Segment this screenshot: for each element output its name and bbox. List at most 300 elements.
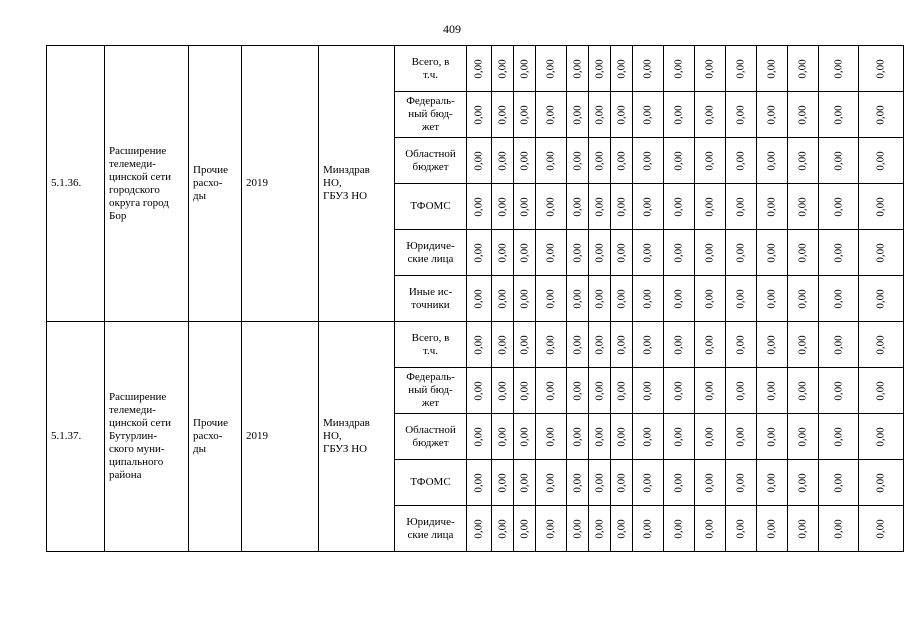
amount-value: 0,00 — [765, 196, 778, 217]
amount-value: 0,00 — [615, 58, 627, 79]
amount-value: 0,00 — [615, 288, 627, 309]
amount-value: 0,00 — [874, 58, 887, 79]
amount-cell — [819, 46, 859, 92]
amount-value: 0,00 — [615, 426, 627, 447]
amount-value: 0,00 — [518, 196, 530, 217]
funding-source-label: Юридиче- ские лица — [395, 230, 467, 276]
amount-value: 0,00 — [832, 518, 844, 539]
amount-value: 0,00 — [593, 380, 605, 401]
amount-value: 0,00 — [518, 104, 530, 125]
amount-value: 0,00 — [734, 196, 747, 217]
amount-value: 0,00 — [703, 288, 716, 309]
amount-cell — [611, 138, 633, 184]
amount-value: 0,00 — [544, 104, 557, 125]
amount-value: 0,00 — [518, 288, 530, 309]
amount-cell — [664, 92, 695, 138]
amount-cell — [536, 46, 567, 92]
amount-cell — [664, 460, 695, 506]
amount-value: 0,00 — [472, 380, 485, 401]
amount-cell — [859, 414, 904, 460]
table-body — [47, 46, 904, 552]
amount-value: 0,00 — [544, 518, 557, 539]
amount-cell — [788, 414, 819, 460]
amount-value: 0,00 — [641, 426, 654, 447]
amount-value: 0,00 — [472, 426, 485, 447]
amount-cell — [514, 230, 536, 276]
amount-cell — [536, 506, 567, 552]
amount-value: 0,00 — [472, 334, 485, 355]
amount-value: 0,00 — [641, 242, 654, 263]
amount-cell — [492, 460, 514, 506]
amount-value: 0,00 — [734, 472, 747, 493]
amount-cell — [726, 276, 757, 322]
amount-cell — [819, 506, 859, 552]
amount-cell — [695, 46, 726, 92]
amount-cell — [467, 460, 492, 506]
amount-value: 0,00 — [571, 150, 583, 171]
amount-cell — [859, 276, 904, 322]
amount-value: 0,00 — [496, 58, 508, 79]
amount-value: 0,00 — [672, 334, 685, 355]
amount-value: 0,00 — [593, 472, 605, 493]
amount-value: 0,00 — [518, 380, 530, 401]
amount-cell — [589, 414, 611, 460]
amount-value: 0,00 — [615, 150, 627, 171]
amount-cell — [859, 138, 904, 184]
amount-cell — [611, 230, 633, 276]
amount-value: 0,00 — [672, 104, 685, 125]
funding-source-label: ТФОМС — [395, 460, 467, 506]
amount-value: 0,00 — [734, 58, 747, 79]
amount-cell — [567, 92, 589, 138]
amount-cell — [467, 184, 492, 230]
amount-value: 0,00 — [544, 196, 557, 217]
amount-value: 0,00 — [672, 242, 685, 263]
amount-value: 0,00 — [874, 150, 887, 171]
amount-value: 0,00 — [874, 288, 887, 309]
amount-value: 0,00 — [496, 334, 508, 355]
amount-value: 0,00 — [874, 518, 887, 539]
amount-value: 0,00 — [593, 334, 605, 355]
amount-value: 0,00 — [765, 288, 778, 309]
amount-value: 0,00 — [874, 196, 887, 217]
page-number: 409 — [443, 22, 461, 36]
amount-value: 0,00 — [571, 196, 583, 217]
amount-cell — [611, 184, 633, 230]
amount-value: 0,00 — [544, 472, 557, 493]
amount-value: 0,00 — [472, 242, 485, 263]
amount-cell — [567, 138, 589, 184]
amount-cell — [664, 414, 695, 460]
amount-value: 0,00 — [544, 288, 557, 309]
amount-cell — [819, 368, 859, 414]
amount-value: 0,00 — [593, 104, 605, 125]
amount-cell — [726, 414, 757, 460]
amount-cell — [589, 460, 611, 506]
amount-cell — [467, 46, 492, 92]
amount-value: 0,00 — [615, 196, 627, 217]
amount-value: 0,00 — [703, 472, 716, 493]
amount-value: 0,00 — [544, 334, 557, 355]
amount-value: 0,00 — [832, 380, 844, 401]
amount-value: 0,00 — [874, 472, 887, 493]
amount-cell — [514, 368, 536, 414]
amount-cell — [589, 230, 611, 276]
measure-name: Расширение телемеди- цинской сети Бутурлин- ского муни- ципального района — [105, 322, 189, 552]
amount-cell — [664, 276, 695, 322]
amount-cell — [589, 276, 611, 322]
amount-value: 0,00 — [641, 288, 654, 309]
amount-cell — [611, 414, 633, 460]
amount-value: 0,00 — [472, 518, 485, 539]
amount-cell — [695, 184, 726, 230]
year-cell: 2019 — [242, 46, 319, 322]
amount-cell — [695, 460, 726, 506]
amount-value: 0,00 — [593, 58, 605, 79]
amount-value: 0,00 — [765, 380, 778, 401]
amount-value: 0,00 — [496, 518, 508, 539]
amount-cell — [567, 368, 589, 414]
amount-value: 0,00 — [593, 518, 605, 539]
amount-cell — [492, 506, 514, 552]
amount-cell — [514, 184, 536, 230]
amount-value: 0,00 — [796, 472, 809, 493]
amount-cell — [788, 276, 819, 322]
amount-cell — [788, 92, 819, 138]
amount-cell — [514, 506, 536, 552]
amount-value: 0,00 — [734, 288, 747, 309]
amount-value: 0,00 — [703, 380, 716, 401]
amount-cell — [819, 276, 859, 322]
amount-value: 0,00 — [518, 518, 530, 539]
amount-cell — [492, 414, 514, 460]
amount-cell — [726, 506, 757, 552]
amount-cell — [695, 322, 726, 368]
amount-value: 0,00 — [832, 196, 844, 217]
amount-cell — [664, 506, 695, 552]
funding-source-label: Областной бюджет — [395, 138, 467, 184]
amount-value: 0,00 — [496, 472, 508, 493]
amount-cell — [536, 92, 567, 138]
amount-cell — [514, 92, 536, 138]
amount-cell — [726, 368, 757, 414]
amount-value: 0,00 — [615, 518, 627, 539]
amount-cell — [788, 184, 819, 230]
amount-cell — [589, 92, 611, 138]
amount-cell — [536, 414, 567, 460]
amount-value: 0,00 — [796, 334, 809, 355]
amount-cell — [757, 138, 788, 184]
amount-cell — [859, 184, 904, 230]
amount-cell — [467, 230, 492, 276]
amount-value: 0,00 — [765, 334, 778, 355]
amount-cell — [819, 322, 859, 368]
amount-cell — [819, 138, 859, 184]
amount-cell — [467, 506, 492, 552]
amount-value: 0,00 — [641, 518, 654, 539]
amount-cell — [492, 230, 514, 276]
amount-value: 0,00 — [765, 242, 778, 263]
amount-value: 0,00 — [615, 380, 627, 401]
amount-value: 0,00 — [518, 58, 530, 79]
amount-value: 0,00 — [571, 380, 583, 401]
amount-cell — [492, 92, 514, 138]
amount-value: 0,00 — [703, 242, 716, 263]
amount-value: 0,00 — [832, 472, 844, 493]
amount-value: 0,00 — [734, 150, 747, 171]
amount-cell — [788, 506, 819, 552]
amount-value: 0,00 — [518, 426, 530, 447]
amount-cell — [467, 322, 492, 368]
amount-value: 0,00 — [472, 196, 485, 217]
amount-value: 0,00 — [734, 104, 747, 125]
funding-source-label: Иные ис- точники — [395, 276, 467, 322]
amount-value: 0,00 — [672, 196, 685, 217]
executor-cell: Минздрав НО, ГБУЗ НО — [319, 46, 395, 322]
year-cell: 2019 — [242, 322, 319, 552]
amount-cell — [726, 138, 757, 184]
amount-value: 0,00 — [615, 242, 627, 263]
amount-value: 0,00 — [544, 380, 557, 401]
amount-value: 0,00 — [496, 242, 508, 263]
amount-cell — [695, 506, 726, 552]
amount-value: 0,00 — [593, 150, 605, 171]
amount-value: 0,00 — [472, 58, 485, 79]
amount-cell — [492, 46, 514, 92]
amount-cell — [664, 322, 695, 368]
amount-value: 0,00 — [765, 426, 778, 447]
amount-cell — [536, 460, 567, 506]
amount-cell — [567, 276, 589, 322]
amount-value: 0,00 — [571, 288, 583, 309]
amount-value: 0,00 — [796, 58, 809, 79]
amount-cell — [589, 506, 611, 552]
amount-value: 0,00 — [672, 288, 685, 309]
amount-value: 0,00 — [832, 334, 844, 355]
amount-value: 0,00 — [765, 104, 778, 125]
amount-cell — [589, 368, 611, 414]
amount-value: 0,00 — [571, 58, 583, 79]
amount-value: 0,00 — [571, 472, 583, 493]
amount-value: 0,00 — [472, 104, 485, 125]
amount-value: 0,00 — [874, 426, 887, 447]
amount-value: 0,00 — [641, 58, 654, 79]
amount-cell — [589, 138, 611, 184]
amount-value: 0,00 — [672, 150, 685, 171]
amount-value: 0,00 — [672, 472, 685, 493]
amount-value: 0,00 — [796, 380, 809, 401]
amount-cell — [788, 138, 819, 184]
amount-value: 0,00 — [703, 150, 716, 171]
amount-cell — [633, 368, 664, 414]
amount-value: 0,00 — [832, 58, 844, 79]
amount-cell — [726, 92, 757, 138]
amount-value: 0,00 — [734, 242, 747, 263]
executor-cell: Минздрав НО, ГБУЗ НО — [319, 322, 395, 552]
amount-cell — [633, 184, 664, 230]
amount-cell — [567, 230, 589, 276]
amount-cell — [611, 368, 633, 414]
amount-cell — [611, 46, 633, 92]
amount-value: 0,00 — [571, 518, 583, 539]
amount-cell — [492, 368, 514, 414]
amount-value: 0,00 — [832, 150, 844, 171]
table-row — [47, 322, 904, 368]
amount-value: 0,00 — [796, 242, 809, 263]
amount-cell — [492, 138, 514, 184]
funding-source-label: Юридиче- ские лица — [395, 506, 467, 552]
budget-table — [46, 45, 904, 552]
amount-cell — [633, 322, 664, 368]
amount-cell — [467, 276, 492, 322]
amount-cell — [567, 322, 589, 368]
amount-cell — [757, 46, 788, 92]
amount-cell — [467, 138, 492, 184]
amount-value: 0,00 — [874, 242, 887, 263]
amount-value: 0,00 — [496, 426, 508, 447]
measure-name: Расширение телемеди- цинской сети городского округа город Бор — [105, 46, 189, 322]
amount-cell — [859, 460, 904, 506]
amount-value: 0,00 — [615, 104, 627, 125]
amount-value: 0,00 — [571, 104, 583, 125]
amount-cell — [757, 506, 788, 552]
amount-cell — [726, 460, 757, 506]
funding-source-label: ТФОМС — [395, 184, 467, 230]
amount-value: 0,00 — [472, 288, 485, 309]
amount-value: 0,00 — [672, 380, 685, 401]
amount-cell — [567, 184, 589, 230]
amount-cell — [633, 138, 664, 184]
amount-value: 0,00 — [672, 426, 685, 447]
amount-cell — [757, 184, 788, 230]
amount-value: 0,00 — [734, 518, 747, 539]
amount-value: 0,00 — [832, 242, 844, 263]
amount-cell — [611, 276, 633, 322]
amount-cell — [467, 414, 492, 460]
amount-cell — [567, 46, 589, 92]
amount-cell — [726, 184, 757, 230]
amount-value: 0,00 — [832, 426, 844, 447]
amount-cell — [859, 368, 904, 414]
amount-value: 0,00 — [672, 58, 685, 79]
amount-cell — [819, 460, 859, 506]
amount-cell — [859, 322, 904, 368]
funding-source-label: Федераль- ный бюд- жет — [395, 368, 467, 414]
amount-value: 0,00 — [571, 426, 583, 447]
amount-cell — [757, 92, 788, 138]
amount-cell — [859, 46, 904, 92]
row-number: 5.1.36. — [47, 46, 105, 322]
amount-value: 0,00 — [641, 380, 654, 401]
amount-cell — [589, 322, 611, 368]
amount-value: 0,00 — [518, 242, 530, 263]
amount-cell — [633, 506, 664, 552]
amount-value: 0,00 — [703, 196, 716, 217]
amount-cell — [567, 506, 589, 552]
amount-cell — [633, 46, 664, 92]
amount-value: 0,00 — [796, 426, 809, 447]
amount-cell — [536, 230, 567, 276]
amount-cell — [859, 92, 904, 138]
amount-cell — [492, 276, 514, 322]
amount-value: 0,00 — [472, 150, 485, 171]
amount-cell — [664, 46, 695, 92]
amount-cell — [695, 276, 726, 322]
amount-value: 0,00 — [703, 104, 716, 125]
amount-cell — [536, 368, 567, 414]
amount-value: 0,00 — [544, 426, 557, 447]
amount-cell — [633, 276, 664, 322]
amount-value: 0,00 — [765, 150, 778, 171]
amount-cell — [757, 322, 788, 368]
amount-value: 0,00 — [672, 518, 685, 539]
amount-cell — [695, 368, 726, 414]
amount-value: 0,00 — [703, 334, 716, 355]
amount-cell — [467, 368, 492, 414]
amount-cell — [664, 368, 695, 414]
amount-value: 0,00 — [874, 334, 887, 355]
amount-cell — [859, 506, 904, 552]
amount-value: 0,00 — [593, 426, 605, 447]
amount-value: 0,00 — [765, 518, 778, 539]
amount-value: 0,00 — [874, 380, 887, 401]
amount-cell — [726, 322, 757, 368]
amount-value: 0,00 — [734, 426, 747, 447]
amount-cell — [757, 368, 788, 414]
table-row — [47, 46, 904, 92]
amount-cell — [726, 46, 757, 92]
amount-cell — [757, 230, 788, 276]
amount-cell — [492, 322, 514, 368]
amount-cell — [819, 230, 859, 276]
amount-cell — [536, 276, 567, 322]
amount-value: 0,00 — [796, 150, 809, 171]
amount-value: 0,00 — [796, 288, 809, 309]
amount-value: 0,00 — [472, 472, 485, 493]
amount-cell — [695, 230, 726, 276]
amount-value: 0,00 — [593, 242, 605, 263]
funding-source-label: Всего, в т.ч. — [395, 46, 467, 92]
amount-cell — [695, 92, 726, 138]
expense-type: Прочие расхо- ды — [189, 46, 242, 322]
amount-value: 0,00 — [544, 242, 557, 263]
amount-value: 0,00 — [734, 334, 747, 355]
amount-cell — [567, 460, 589, 506]
expense-type: Прочие расхо- ды — [189, 322, 242, 552]
amount-cell — [695, 414, 726, 460]
amount-value: 0,00 — [518, 334, 530, 355]
amount-cell — [536, 184, 567, 230]
amount-cell — [757, 276, 788, 322]
amount-cell — [536, 138, 567, 184]
amount-cell — [492, 184, 514, 230]
amount-cell — [536, 322, 567, 368]
amount-value: 0,00 — [703, 518, 716, 539]
amount-cell — [611, 460, 633, 506]
amount-value: 0,00 — [496, 150, 508, 171]
amount-cell — [788, 230, 819, 276]
amount-cell — [514, 460, 536, 506]
amount-cell — [514, 276, 536, 322]
amount-cell — [859, 230, 904, 276]
amount-value: 0,00 — [518, 472, 530, 493]
amount-value: 0,00 — [796, 196, 809, 217]
amount-cell — [695, 138, 726, 184]
amount-cell — [788, 368, 819, 414]
amount-cell — [664, 138, 695, 184]
amount-cell — [514, 322, 536, 368]
amount-value: 0,00 — [641, 472, 654, 493]
